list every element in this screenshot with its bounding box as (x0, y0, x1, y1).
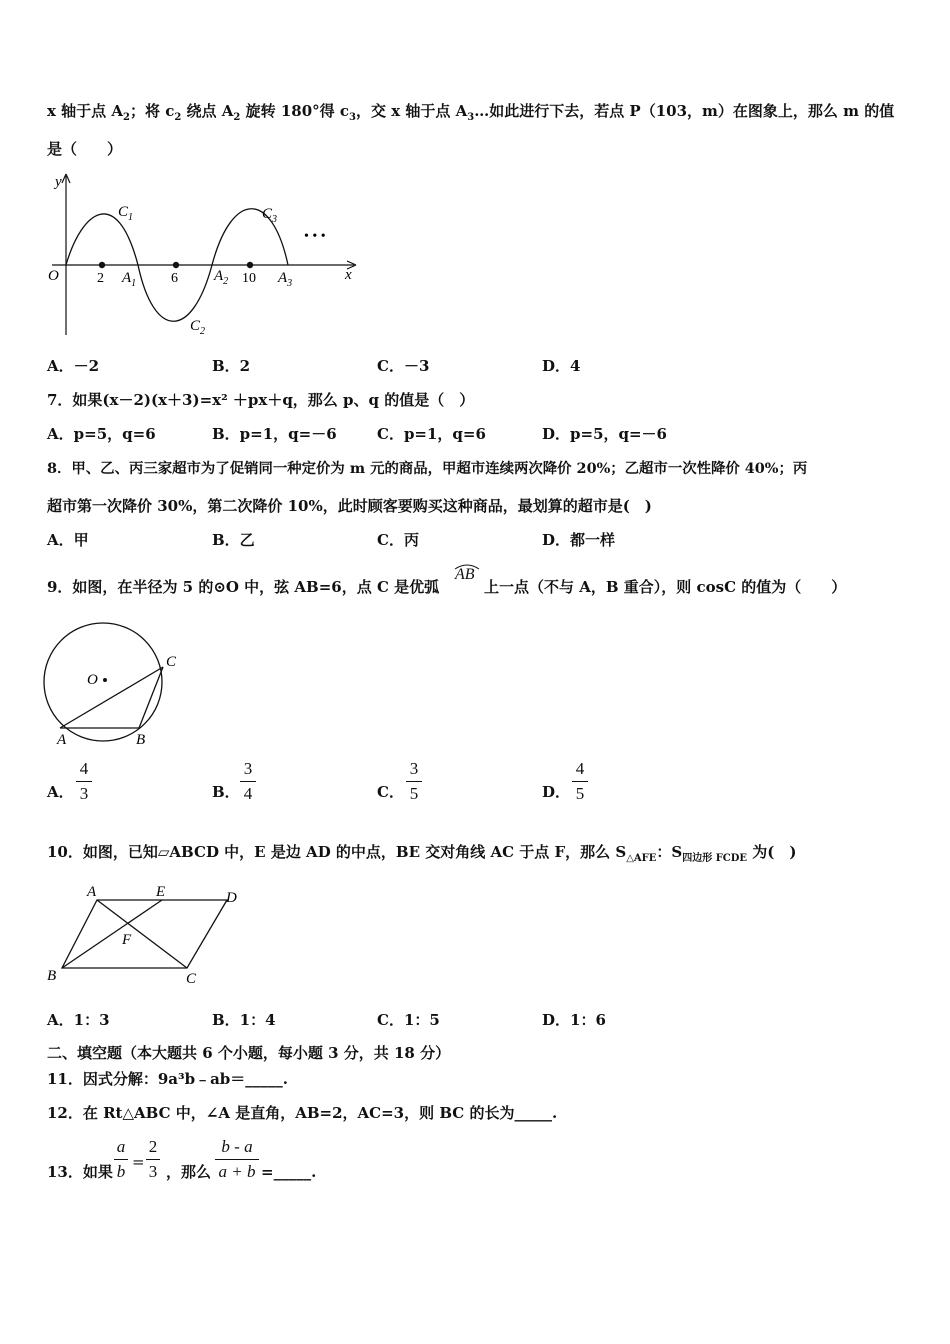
arc-symbol-icon (453, 562, 483, 570)
q9-stem-pre: 9．如图，在半径为 5 的⊙O 中，弦 AB=6，点 C 是优弧 (47, 578, 440, 596)
label-e: E (156, 884, 166, 900)
q6-line1: x 轴于点 $A_2$；将 $c_2$ 绕点 $A_2$ 旋转 180°得 $c_3$，交 x 轴于点 $A_3\dots$如此进行下去，若点 P（103，m）在图象上，那么 m 的值 (47, 102, 895, 123)
a1-label: $A_1$ (122, 270, 137, 289)
q9-circle-figure (40, 620, 182, 748)
point-2 (99, 262, 105, 268)
label-b: B (47, 968, 57, 984)
q8-option-a[interactable]: A．甲 (47, 531, 89, 549)
q13-equals: = (132, 1153, 145, 1171)
q7-option-c[interactable]: C．p=1，q=6 (377, 425, 486, 443)
q13-mid: ，那么 (166, 1163, 212, 1181)
q10-option-c[interactable]: C．1：5 (377, 1011, 440, 1029)
q13-post: =_____. (261, 1163, 317, 1181)
section-2-title: 二、填空题（本大题共 6 个小题，每小题 3 分，共 18 分） (47, 1044, 451, 1062)
label-a: A (57, 732, 67, 748)
q10-option-b[interactable]: B．1：4 (212, 1011, 276, 1029)
q9-stem-post: 上一点（不与 A，B 重合），则 cosC 的值为（ ） (484, 578, 847, 596)
tick-2: 2 (97, 271, 104, 286)
q8-line1: 8．甲、乙、丙三家超市为了促销同一种定价为 m 元的商品，甲超市连续两次降价 20%；乙超市一次性降价 40%；丙 (47, 460, 808, 477)
q9-option-d-fraction[interactable]: 4 5 (572, 758, 588, 805)
q13-fraction-a-over-b: a b (114, 1136, 128, 1183)
q7-option-a[interactable]: A．p=5，q=6 (47, 425, 156, 443)
q9-option-b-letter[interactable]: B． (212, 783, 240, 801)
segment-be (62, 900, 162, 968)
label-o: O (87, 672, 98, 688)
q6-line2: 是（ ） (47, 140, 123, 158)
q9-option-a-fraction[interactable]: 4 3 (76, 758, 92, 805)
center-dot (103, 678, 107, 682)
q9-arc-label: AB (455, 566, 475, 584)
continuation-dots: • • • (304, 229, 326, 244)
a2-label: $A_2$ (214, 268, 229, 287)
diagonal-ac (97, 900, 187, 968)
a3-label: $A_3$ (278, 270, 293, 289)
q7-option-d[interactable]: D．p=5，q=－6 (542, 425, 667, 443)
point-10 (247, 262, 253, 268)
label-f: F (122, 932, 132, 948)
q6-option-d[interactable]: D．4 (542, 357, 581, 375)
q10-option-d[interactable]: D．1：6 (542, 1011, 606, 1029)
q10-parallelogram-figure (40, 880, 250, 988)
q10-option-a[interactable]: A．1：3 (47, 1011, 110, 1029)
label-a: A (87, 884, 97, 900)
tick-10: 10 (242, 271, 256, 286)
q13-fraction-2-over-3: 2 3 (146, 1136, 160, 1183)
c1-label: $C_1$ (118, 204, 134, 223)
q10-stem: 10．如图，已知▱ABCD 中，E 是边 AD 的中点，BE 交对角线 AC 于点 F，那么 $S_{\triangle AFE}$：$S_{四边形 FCDE}$ 为( ) (47, 843, 797, 864)
point-6 (173, 262, 179, 268)
q6-option-b[interactable]: B．2 (212, 357, 251, 375)
q9-option-c-letter[interactable]: C． (377, 783, 404, 801)
parallelogram-abcd (62, 900, 227, 968)
q8-line2: 超市第一次降价 30%，第二次降价 10%，此时顾客要购买这种商品，最划算的超市是( ) (47, 497, 652, 515)
label-c: C (166, 654, 177, 670)
q7-stem: 7．如果(x－2)(x＋3)=x² ＋px＋q，那么 p、q 的值是（ ） (47, 391, 475, 409)
q9-option-d-letter[interactable]: D． (542, 783, 571, 801)
tick-6: 6 (171, 271, 178, 286)
y-label: y (55, 174, 62, 190)
label-d: D (226, 890, 237, 906)
q7-option-b[interactable]: B．p=1，q=－6 (212, 425, 337, 443)
q9-option-a-letter[interactable]: A． (47, 783, 74, 801)
q8-option-d[interactable]: D．都一样 (542, 531, 616, 549)
q8-option-c[interactable]: C．丙 (377, 531, 419, 549)
q12-stem: 12．在 Rt△ABC 中，∠A 是直角，AB=2，AC=3，则 BC 的长为_____. (47, 1104, 558, 1122)
c3-label: $C_3$ (262, 206, 278, 225)
x-label: x (345, 267, 352, 283)
q6-option-c[interactable]: C．－3 (377, 357, 430, 375)
q6-option-a[interactable]: A．－2 (47, 357, 100, 375)
q8-option-b[interactable]: B．乙 (212, 531, 255, 549)
q11-stem: 11．因式分解：9a³b﹣ab＝_____. (47, 1070, 289, 1088)
c2-label: $C_2$ (190, 318, 206, 337)
label-b: B (136, 732, 146, 748)
label-c: C (186, 971, 197, 987)
q13-pre: 13．如果 (47, 1163, 113, 1181)
q9-option-c-fraction[interactable]: 3 5 (406, 758, 422, 805)
q9-option-b-fraction[interactable]: 3 4 (240, 758, 256, 805)
q13-fraction-expression: b - a a + b (215, 1136, 259, 1183)
origin-label: O (48, 268, 59, 284)
segment-ac (60, 667, 163, 728)
circle-o (44, 623, 162, 741)
q6-sine-graph (42, 170, 364, 338)
